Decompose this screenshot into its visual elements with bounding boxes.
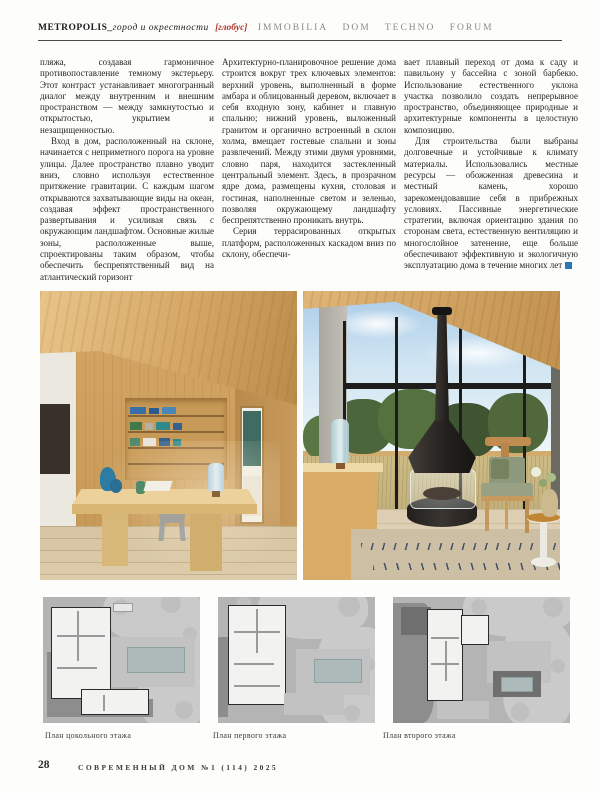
end-of-article-icon <box>565 262 572 269</box>
magazine-title: METROPOLIS_ <box>38 23 113 33</box>
side-table-base <box>531 557 556 567</box>
table-lamp <box>208 463 224 493</box>
glass-lamp-base <box>336 463 345 469</box>
interior-wall <box>445 641 447 681</box>
masthead <box>38 23 562 33</box>
shadow-band <box>218 637 228 717</box>
flowers <box>547 473 556 482</box>
flowers <box>531 467 541 477</box>
armchair-leg <box>485 499 489 531</box>
paragraph: Вход в дом, расположенный на склоне, начинается с неприметного порога на уровне улицы. Далее пространство плавно уводит вниз, словно используя естественное притяжение гравитации. С каждым шагом открываются захватывающие виды на океан, создавая эффект пространственного развертывания и усиливая связь с окружающим ландшафтом. Основные жилые зоны, расположенные выше, спроектированы таким образом, чтобы обеспечить беспрепятственный вид на атлантический горизонт <box>40 136 214 282</box>
fireplace-logs <box>423 487 461 500</box>
tree <box>344 705 360 721</box>
tree <box>471 599 487 615</box>
nav-item-dom: DOM <box>342 23 371 33</box>
interior-wall <box>103 695 105 711</box>
fireplace-flue-cap <box>432 307 452 315</box>
masthead-nav <box>258 23 504 33</box>
desk-leg <box>190 513 222 571</box>
text-column-2 <box>222 57 396 287</box>
nav-item-techno: TECHNO <box>384 23 436 33</box>
floor-plan-basement <box>43 597 200 723</box>
desk-top <box>72 489 257 505</box>
terrace <box>284 693 344 715</box>
plan-caption-first: План первого этажа <box>213 731 287 740</box>
bookshelf-row <box>130 405 222 414</box>
terrace <box>437 701 489 719</box>
plan-caption-second: План второго этажа <box>383 731 456 740</box>
papers-on-desk <box>143 481 172 491</box>
paragraph: вает плавный переход от дома к саду и павильону у бассейна с зоной барбекю. Использование естественного уклона участка позволило создать непрерывное пространство, объединяющее природные и архитектурные компоненты в целостную композицию. <box>404 57 578 135</box>
interior-wall <box>77 611 79 661</box>
interior-wall <box>57 635 105 637</box>
floor-plan-first <box>218 597 375 723</box>
interior-wall <box>234 685 280 687</box>
tree <box>551 659 565 673</box>
text-column-3 <box>404 57 578 287</box>
armchair-leg <box>505 499 508 529</box>
building-outline <box>51 607 111 699</box>
interior-wall <box>256 609 258 653</box>
interior-wall <box>431 637 459 639</box>
page-number: 28 <box>38 759 50 771</box>
side-table-stem <box>540 519 547 561</box>
window-transom-beam <box>343 383 560 389</box>
masthead-rule <box>38 40 562 41</box>
annex-outline <box>81 689 149 715</box>
shelf-board <box>128 415 224 417</box>
plan-caption-basement: План цокольного этажа <box>45 731 132 740</box>
interior-wall <box>234 663 274 665</box>
paragraph: Серия террасированных открытых платформ, расположенных каскадом вниз по склону, обеспечи- <box>222 226 396 260</box>
window-mullion <box>395 317 398 513</box>
nav-item-forum: FORUM <box>449 23 494 33</box>
desk-leg <box>102 513 128 566</box>
blue-sculpture <box>110 479 122 493</box>
section-tag: [глобус] <box>215 23 248 33</box>
glass-lamp <box>331 419 349 465</box>
flowers <box>539 479 547 487</box>
dark-artwork <box>40 404 70 474</box>
desk-edge <box>72 504 257 514</box>
building-wing <box>461 615 489 645</box>
pool <box>127 647 185 673</box>
nav-item-immobilia: IMMOBILIA <box>257 23 329 33</box>
vase <box>541 489 558 517</box>
photo-home-office <box>40 291 297 580</box>
pool <box>501 677 533 692</box>
armchair-pillow <box>491 459 509 479</box>
armchair-seat-cushion <box>481 483 533 497</box>
text-column-1 <box>40 57 214 287</box>
car-on-driveway <box>113 603 133 612</box>
paragraph: Для строительства были выбраны долговечные и устойчивые к климату материалы. Использовались местные ресурсы — обожженная древесина и местный камень, хорошо зарекомендовавшие себя в прибрежных условиях. Пассивные энергетические стратегии, включая ориентацию здания по сторонам света, естественную вентиляцию и многослойное затенение, еще больше обеспечивают эффективную и экологичную эксплуатацию дома в течение многих лет <box>404 136 578 271</box>
tree <box>511 703 529 721</box>
bookshelf-row <box>130 421 222 430</box>
photo-living-area-fireplace <box>303 291 560 580</box>
interior-wall <box>57 667 97 669</box>
pool <box>314 659 362 683</box>
magazine-footer-title: СОВРЕМЕННЫЙ ДОМ №1 (114) 2025 <box>78 763 279 772</box>
paragraph: Архитектурно-планировочное решение дома строится вокруг трех ключевых элементов: верхний уровень, выполненный в форме амбара и облицованный деревом, включает в себя входную зону, кабинет и главную спальню; нижний уровень, выложенный гранитом и органично встроенный в склон холма, вмещает гостевые спальни и зоны развлечений. Между этими двумя уровнями, словно паря, находится застекленный центральный элемент. Здесь, в прозрачном ядре дома, размещены кухня, столовая и гостиная, наполненные светом и зеленью, позволяя окружающему ландшафту беспрепятственно проникать внутрь. <box>222 57 396 226</box>
table-lamp-base <box>212 491 220 497</box>
tree <box>175 701 193 719</box>
article-body <box>40 57 578 287</box>
floor-plan-second <box>393 597 570 723</box>
paragraph: пляжа, создавая гармоничное противопоставление темному экстерьеру. Этот контраст устанавливает многогранный диалог между внутренним и внешним пространством — между замкнутостью и открытостью, укрытием и незащищенностью. <box>40 57 214 135</box>
shelf-board <box>128 431 224 433</box>
tree <box>543 597 563 617</box>
patterned-rug <box>351 529 560 580</box>
rug-zigzag <box>361 543 560 550</box>
magazine-section-title: город и окрестности <box>112 23 209 33</box>
